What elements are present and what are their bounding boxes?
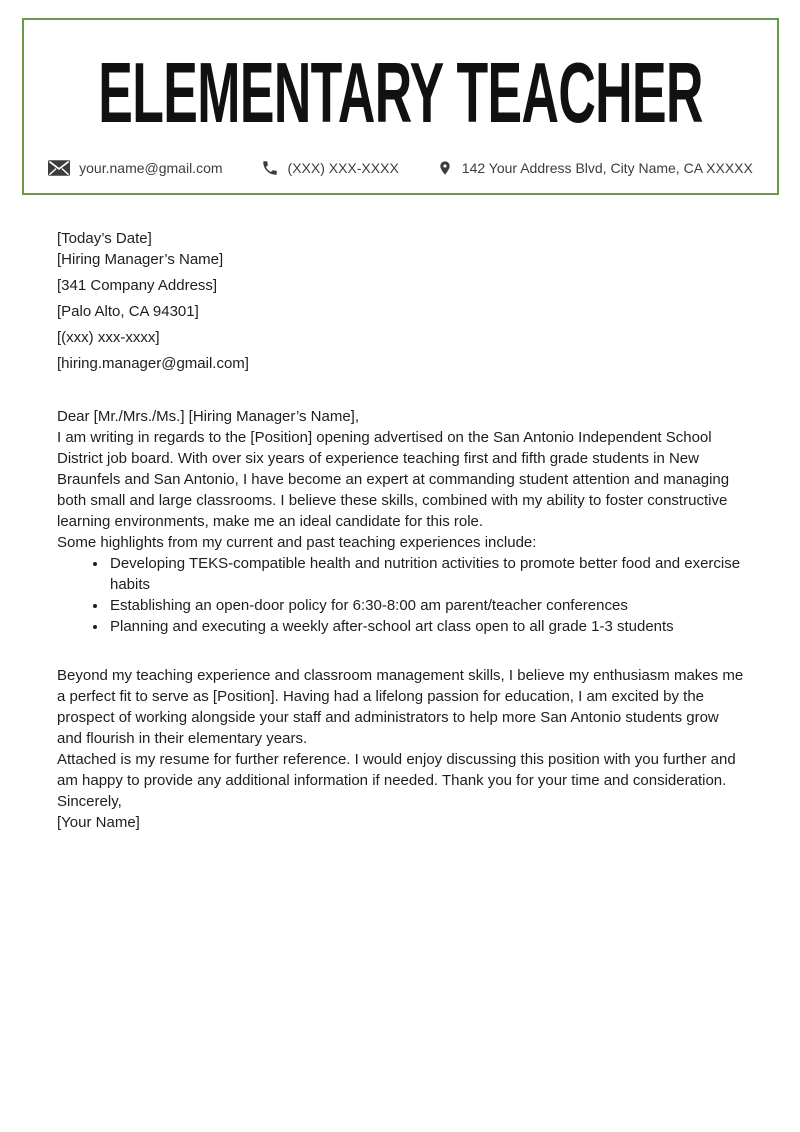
letterhead [22, 18, 779, 195]
contact-address [437, 158, 753, 178]
recipient-line: [341 Company Address] [57, 277, 218, 294]
bullet-item: • Planning and executing a weekly after-school art class open to all grade 1-3 students [108, 616, 745, 637]
paragraph-intro: I am writing in regards to the [Position] opening advertised on the San Antonio Independent School District job board. With over six years of experience teaching first and fifth grade students in New Braunfels and San Antonio, I have become an expert at commanding student attention and managing both small and large classrooms. I believe these skills, combined with my ability to foster constructive learning environments, make me an ideal candidate for this role. [57, 429, 730, 530]
salutation: Dear [Mr./Mrs./Ms.] [Hiring Manager’s Name], [57, 408, 360, 425]
paragraph-closing: Attached is my resume for further reference. I would enjoy discussing this position with you further and am happy to provide any additional information if needed. Thank you for your time and consideration. [57, 751, 736, 789]
contact-email [48, 160, 222, 176]
highlights-intro: Some highlights from my current and past teaching experiences include: [57, 534, 537, 551]
bullet-item: • Establishing an open-door policy for 6:30-8:00 am parent/teacher conferences [108, 595, 745, 616]
phone-icon [261, 159, 279, 177]
paragraph-body: Beyond my teaching experience and classroom management skills, I believe my enthusiasm makes me a perfect fit to serve as [Position]. Having had a lifelong passion for education, I am excited by the prospect of working alongside your staff and administrators to help more San Antonio students grow and flourish in their elementary years. [57, 667, 744, 747]
highlights-bullet-list [57, 553, 745, 637]
envelope-icon [48, 160, 70, 176]
recipient-line: [hiring.manager@gmail.com] [57, 355, 249, 372]
contact-phone-text: (XXX) XXX-XXXX [287, 160, 399, 176]
recipient-line: [(xxx) xxx-xxxx] [57, 329, 160, 346]
page-title: ELEMENTARY TEACHER [98, 46, 703, 141]
contact-phone [261, 159, 399, 177]
letter-date: [Today’s Date] [57, 230, 152, 247]
contact-bar [48, 158, 753, 178]
location-pin-icon [437, 158, 453, 178]
contact-email-text: your.name@gmail.com [79, 160, 223, 176]
recipient-line: [Hiring Manager’s Name] [57, 251, 224, 268]
bullet-item: • Developing TEKS-compatible health and nutrition activities to promote better food and exercise habits [108, 553, 745, 595]
signoff: Sincerely, [57, 793, 122, 810]
cover-letter-body [0, 195, 800, 833]
recipient-address-block [57, 249, 745, 374]
recipient-line: [Palo Alto, CA 94301] [57, 303, 199, 320]
contact-address-text: 142 Your Address Blvd, City Name, CA XXXXX [461, 160, 753, 176]
signature-name: [Your Name] [57, 814, 140, 831]
